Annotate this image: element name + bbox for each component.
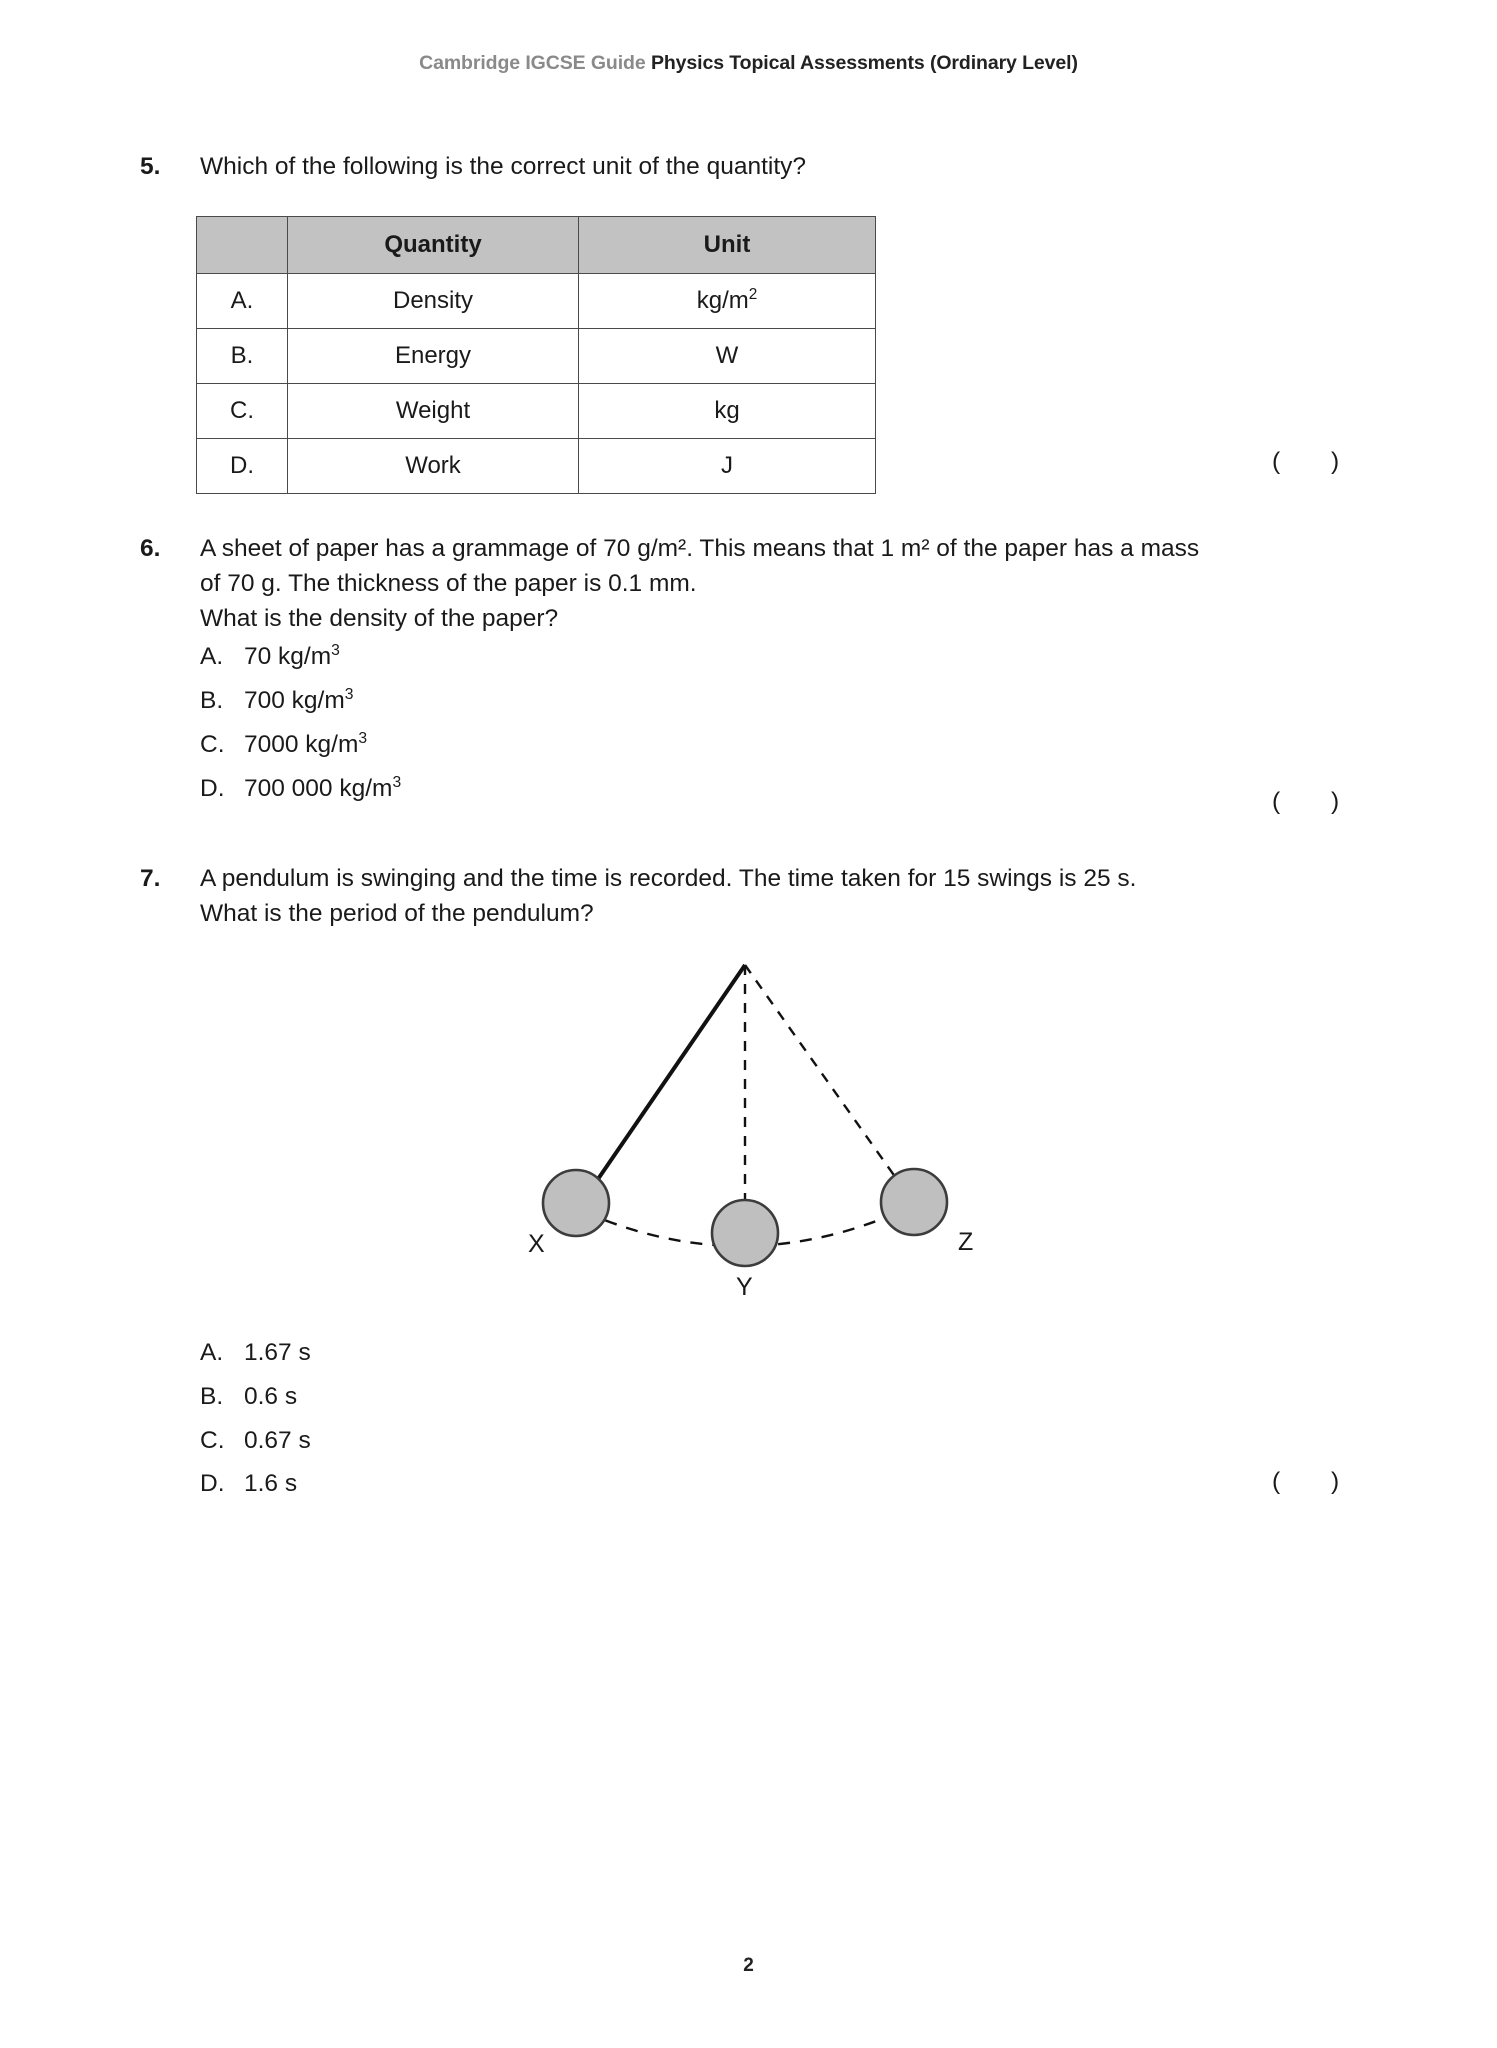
table-header-row [197,217,876,274]
option-c-letter: C. [200,1426,225,1454]
option-b-letter: B. [200,687,224,715]
question-5 [140,150,1400,185]
option-a[interactable] [200,1336,1400,1371]
row-label-b: B. [197,329,288,384]
option-c-text: 0.67 s [244,1426,311,1454]
option-a[interactable] [200,640,1400,675]
option-c[interactable] [200,728,1400,763]
pendulum-label-y: Y [736,1273,753,1301]
option-b[interactable] [200,1380,1400,1415]
option-a-text: 1.67 s [244,1339,311,1366]
question-7-options-block [140,1332,1400,1511]
option-d-text: 700 000 $kg/m^3$ [244,773,402,802]
pendulum-label-x: X [528,1230,545,1258]
pendulum-figure [490,950,1010,1310]
pendulum-label-z: Z [958,1228,974,1256]
table-header-unit: Unit [579,217,876,274]
answer-bracket-q5[interactable]: ( ) [1272,448,1362,475]
pendulum-bob-y [712,1200,778,1266]
row-quantity-d: Work [288,439,579,494]
pendulum-bob-z [881,1169,947,1235]
row-quantity-b: Energy [288,329,579,384]
table-header-blank [197,217,288,274]
answer-bracket-q7[interactable]: ( ) [1272,1468,1362,1495]
question-6-number: 6. [140,535,161,562]
question-6-line-3: What is the density of the paper? [200,604,559,632]
question-7-number: 7. [140,865,161,892]
pendulum-string-dashed-right [745,965,908,1195]
row-label-d: D. [197,439,288,494]
option-b[interactable] [200,684,1400,719]
row-label-a: A. [197,274,288,329]
question-6-options [200,640,1400,806]
option-c-text: 7000 $kg/m^3$ [244,729,368,758]
row-unit-c: kg [579,384,876,439]
option-a-letter: A. [200,643,224,671]
option-c[interactable] [200,1424,1400,1459]
option-b-text: 700 $kg/m^3$ [244,685,354,715]
question-7 [140,862,1400,932]
option-d[interactable] [200,1467,1400,1502]
option-a-letter: A. [200,1339,224,1366]
question-6-line-2: of 70 g. The thickness of the paper is 0.1 mm. [200,569,697,597]
row-unit-b: W [579,329,876,384]
pendulum-diagram [490,950,1010,1310]
option-b-letter: B. [200,1382,224,1410]
table-row [197,384,876,439]
row-unit-a: $kg/m^2$ [579,274,876,329]
option-d[interactable] [200,772,1400,807]
question-5-stem: Which of the following is the correct unit of the quantity? [200,153,807,180]
pendulum-bob-x [543,1170,609,1236]
option-d-letter: D. [200,774,225,802]
question-6 [140,532,1400,815]
quantity-unit-table [196,216,876,494]
question-7-line-1: A pendulum is swinging and the time is recorded. The time taken for 15 swings is 25 s. [200,865,1137,892]
table-header-quantity: Quantity [288,217,579,274]
option-d-letter: D. [200,1470,225,1498]
header-series-label: Cambridge IGCSE Guide [419,52,651,74]
option-d-text: 1.6 s [244,1470,298,1498]
table-row [197,329,876,384]
option-c-letter: C. [200,730,225,758]
option-b-text: 0.6 s [244,1382,298,1410]
running-header [0,52,1497,75]
pendulum-string-solid [585,965,745,1198]
row-label-c: C. [197,384,288,439]
question-5-number: 5. [140,153,161,180]
row-unit-d: J [579,439,876,494]
header-title: Physics Topical Assessments [650,52,930,74]
header-level: (Ordinary Level) [929,52,1078,74]
page-number: 2 [743,1955,754,1976]
question-7-line-2: What is the period of the pendulum? [200,899,594,927]
answer-bracket-q6[interactable]: ( ) [1272,788,1362,815]
table-row [197,439,876,494]
question-6-line-1: A sheet of paper has a grammage of 70 g/m². This means that 1 m² of the paper has a mass [200,535,1200,562]
table-row [197,274,876,329]
row-quantity-a: Density [288,274,579,329]
question-7-options [200,1336,1400,1502]
option-a-text: 70 $kg/m^3$ [244,642,340,671]
row-quantity-c: Weight [288,384,579,439]
